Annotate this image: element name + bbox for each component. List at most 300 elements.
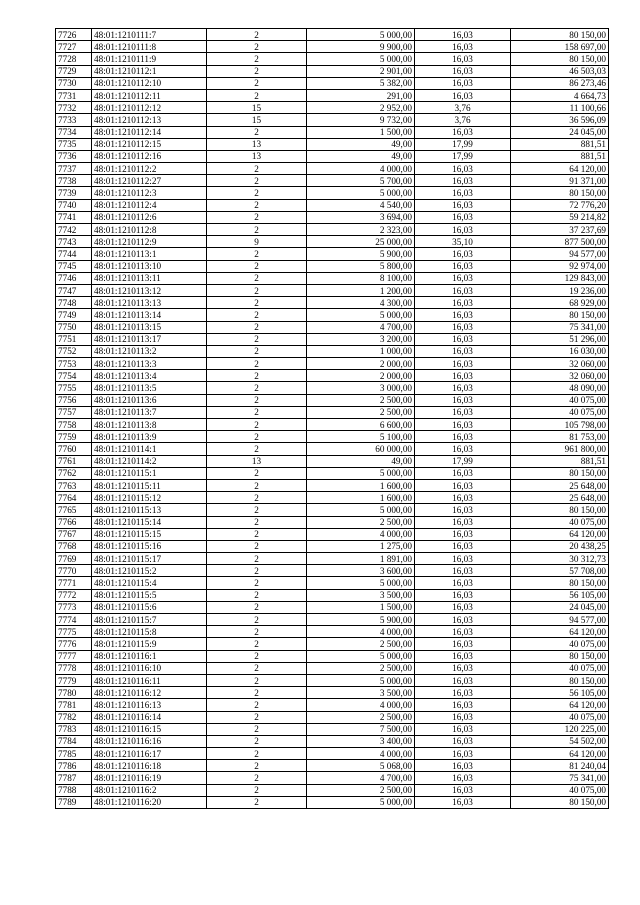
row-number: 7735 [56,138,92,150]
cadastral-number: 48:01:1210115:15 [92,528,207,540]
rate-value: 3,76 [415,114,511,126]
area-value: 5 900,00 [307,248,415,260]
area-value: 4 000,00 [307,528,415,540]
category-code: 2 [207,77,307,89]
area-value: 3 500,00 [307,589,415,601]
sum-value: 72 776,20 [511,199,609,211]
cadastral-number: 48:01:1210112:4 [92,199,207,211]
rate-value: 16,03 [415,126,511,138]
category-code: 13 [207,150,307,162]
table-row [56,748,609,760]
rate-value: 16,03 [415,479,511,491]
cadastral-number: 48:01:1210114:1 [92,443,207,455]
sum-value: 129 843,00 [511,272,609,284]
row-number: 7731 [56,89,92,101]
sum-value: 80 150,00 [511,577,609,589]
rate-value: 16,03 [415,272,511,284]
rate-value: 16,03 [415,358,511,370]
cadastral-number: 48:01:1210113:15 [92,321,207,333]
row-number: 7781 [56,699,92,711]
area-value: 49,00 [307,150,415,162]
area-value: 3 200,00 [307,333,415,345]
sum-value: 961 800,00 [511,443,609,455]
area-value: 5 000,00 [307,796,415,808]
area-value: 4 540,00 [307,199,415,211]
row-number: 7729 [56,65,92,77]
table-row [56,345,609,357]
cadastral-number: 48:01:1210115:1 [92,467,207,479]
rate-value: 16,03 [415,248,511,260]
table-row [56,53,609,65]
rate-value: 16,03 [415,382,511,394]
cadastral-number: 48:01:1210113:2 [92,345,207,357]
row-number: 7742 [56,224,92,236]
sum-value: 4 664,73 [511,89,609,101]
cadastral-number: 48:01:1210113:6 [92,394,207,406]
rate-value: 16,03 [415,735,511,747]
table-row [56,199,609,211]
cadastral-number: 48:01:1210115:9 [92,638,207,650]
category-code: 2 [207,41,307,53]
area-value: 5 382,00 [307,77,415,89]
rate-value: 16,03 [415,211,511,223]
sum-value: 64 120,00 [511,626,609,638]
row-number: 7726 [56,29,92,41]
area-value: 2 500,00 [307,406,415,418]
category-code: 2 [207,662,307,674]
rate-value: 16,03 [415,419,511,431]
category-code: 2 [207,772,307,784]
sum-value: 40 075,00 [511,711,609,723]
row-number: 7786 [56,760,92,772]
cadastral-number: 48:01:1210112:14 [92,126,207,138]
category-code: 15 [207,102,307,114]
sum-value: 80 150,00 [511,309,609,321]
category-code: 2 [207,211,307,223]
table-row [56,662,609,674]
row-number: 7749 [56,309,92,321]
table-row [56,138,609,150]
rate-value: 16,03 [415,577,511,589]
rate-value: 16,03 [415,650,511,662]
sum-value: 40 075,00 [511,394,609,406]
sum-value: 94 577,00 [511,248,609,260]
category-code: 2 [207,650,307,662]
cadastral-number: 48:01:1210115:17 [92,553,207,565]
sum-value: 75 341,00 [511,772,609,784]
sum-value: 105 798,00 [511,419,609,431]
cadastral-number: 48:01:1210116:13 [92,699,207,711]
sum-value: 80 150,00 [511,796,609,808]
category-code: 2 [207,443,307,455]
row-number: 7776 [56,638,92,650]
table-row [56,211,609,223]
table-row [56,784,609,796]
area-value: 4 000,00 [307,626,415,638]
rate-value: 16,03 [415,41,511,53]
rate-value: 16,03 [415,260,511,272]
category-code: 15 [207,114,307,126]
cadastral-number: 48:01:1210116:16 [92,735,207,747]
area-value: 4 300,00 [307,297,415,309]
category-code: 2 [207,248,307,260]
category-code: 2 [207,53,307,65]
rate-value: 16,03 [415,467,511,479]
rate-value: 16,03 [415,601,511,613]
cadastral-number: 48:01:1210112:11 [92,89,207,101]
rate-value: 16,03 [415,553,511,565]
sum-value: 30 312,73 [511,553,609,565]
area-value: 2 323,00 [307,224,415,236]
cadastral-number: 48:01:1210115:7 [92,614,207,626]
rate-value: 16,03 [415,504,511,516]
cadastral-number: 48:01:1210112:3 [92,187,207,199]
table-row [56,114,609,126]
row-number: 7750 [56,321,92,333]
category-code: 2 [207,297,307,309]
cadastral-number: 48:01:1210113:17 [92,333,207,345]
category-code: 2 [207,516,307,528]
row-number: 7767 [56,528,92,540]
row-number: 7728 [56,53,92,65]
row-number: 7765 [56,504,92,516]
table-row [56,711,609,723]
table-row [56,358,609,370]
sum-value: 56 105,00 [511,687,609,699]
table-row [56,260,609,272]
category-code: 2 [207,735,307,747]
table-row [56,65,609,77]
table-row [56,760,609,772]
cadastral-number: 48:01:1210113:13 [92,297,207,309]
area-value: 3 500,00 [307,687,415,699]
table-row [56,699,609,711]
category-code: 2 [207,175,307,187]
rate-value: 16,03 [415,711,511,723]
rate-value: 16,03 [415,443,511,455]
rate-value: 16,03 [415,614,511,626]
area-value: 8 100,00 [307,272,415,284]
cadastral-number: 48:01:1210113:7 [92,406,207,418]
cadastral-number: 48:01:1210115:5 [92,589,207,601]
category-code: 2 [207,333,307,345]
table-row [56,431,609,443]
category-code: 2 [207,504,307,516]
category-code: 2 [207,784,307,796]
row-number: 7755 [56,382,92,394]
sum-value: 40 075,00 [511,784,609,796]
area-value: 4 000,00 [307,699,415,711]
category-code: 2 [207,626,307,638]
sum-value: 86 273,46 [511,77,609,89]
category-code: 2 [207,358,307,370]
rate-value: 16,03 [415,748,511,760]
cadastral-number: 48:01:1210112:8 [92,224,207,236]
row-number: 7788 [56,784,92,796]
area-value: 5 000,00 [307,309,415,321]
cadastral-number: 48:01:1210113:8 [92,419,207,431]
area-value: 5 000,00 [307,504,415,516]
sum-value: 94 577,00 [511,614,609,626]
table-row [56,272,609,284]
rate-value: 16,03 [415,638,511,650]
row-number: 7751 [56,333,92,345]
row-number: 7768 [56,540,92,552]
row-number: 7746 [56,272,92,284]
area-value: 2 000,00 [307,370,415,382]
table-row [56,248,609,260]
table-row [56,443,609,455]
rate-value: 16,03 [415,309,511,321]
cadastral-number: 48:01:1210114:2 [92,455,207,467]
category-code: 2 [207,89,307,101]
table-row [56,638,609,650]
table-row [56,406,609,418]
sum-value: 40 075,00 [511,638,609,650]
area-value: 2 500,00 [307,638,415,650]
area-value: 5 068,00 [307,760,415,772]
sum-value: 80 150,00 [511,674,609,686]
sum-value: 40 075,00 [511,662,609,674]
sum-value: 48 090,00 [511,382,609,394]
cadastral-number: 48:01:1210116:12 [92,687,207,699]
cadastral-number: 48:01:1210115:14 [92,516,207,528]
rate-value: 16,03 [415,199,511,211]
rate-value: 16,03 [415,175,511,187]
area-value: 3 400,00 [307,735,415,747]
rate-value: 16,03 [415,699,511,711]
cadastral-number: 48:01:1210115:11 [92,479,207,491]
rate-value: 16,03 [415,345,511,357]
row-number: 7787 [56,772,92,784]
area-value: 2 500,00 [307,394,415,406]
area-value: 5 000,00 [307,650,415,662]
cadastral-number: 48:01:1210116:11 [92,674,207,686]
area-value: 9 900,00 [307,41,415,53]
rate-value: 16,03 [415,29,511,41]
rate-value: 16,03 [415,626,511,638]
rate-value: 16,03 [415,784,511,796]
sum-value: 80 150,00 [511,53,609,65]
cadastral-number: 48:01:1210115:13 [92,504,207,516]
category-code: 2 [207,224,307,236]
rate-value: 17,99 [415,138,511,150]
rate-value: 16,03 [415,674,511,686]
area-value: 1 600,00 [307,492,415,504]
row-number: 7778 [56,662,92,674]
sum-value: 51 296,00 [511,333,609,345]
row-number: 7758 [56,419,92,431]
rate-value: 16,03 [415,297,511,309]
sum-value: 32 060,00 [511,370,609,382]
category-code: 2 [207,370,307,382]
table-row [56,504,609,516]
row-number: 7743 [56,236,92,248]
sum-value: 75 341,00 [511,321,609,333]
area-value: 2 000,00 [307,358,415,370]
cadastral-number: 48:01:1210112:6 [92,211,207,223]
cadastral-number: 48:01:1210111:9 [92,53,207,65]
row-number: 7754 [56,370,92,382]
table-row [56,626,609,638]
sum-value: 81 240,04 [511,760,609,772]
cadastral-number: 48:01:1210115:6 [92,601,207,613]
table-row [56,163,609,175]
area-value: 25 000,00 [307,236,415,248]
table-row [56,126,609,138]
table-row [56,236,609,248]
category-code: 2 [207,65,307,77]
table-row [56,77,609,89]
rate-value: 16,03 [415,284,511,296]
row-number: 7763 [56,479,92,491]
row-number: 7756 [56,394,92,406]
row-number: 7744 [56,248,92,260]
table-row [56,467,609,479]
rate-value: 16,03 [415,224,511,236]
row-number: 7736 [56,150,92,162]
area-value: 3 000,00 [307,382,415,394]
sum-value: 92 974,00 [511,260,609,272]
category-code: 2 [207,614,307,626]
sum-value: 64 120,00 [511,748,609,760]
area-value: 1 500,00 [307,601,415,613]
category-code: 2 [207,479,307,491]
table-row [56,674,609,686]
table-row [56,687,609,699]
area-value: 2 952,00 [307,102,415,114]
area-value: 2 500,00 [307,516,415,528]
cadastral-number: 48:01:1210115:8 [92,626,207,638]
sum-value: 25 648,00 [511,492,609,504]
rate-value: 16,03 [415,528,511,540]
category-code: 2 [207,492,307,504]
cadastral-number: 48:01:1210115:16 [92,540,207,552]
row-number: 7771 [56,577,92,589]
cadastral-number: 48:01:1210113:9 [92,431,207,443]
row-number: 7732 [56,102,92,114]
sum-value: 46 503,03 [511,65,609,77]
rate-value: 16,03 [415,772,511,784]
rate-value: 16,03 [415,431,511,443]
cadastral-number: 48:01:1210116:20 [92,796,207,808]
rate-value: 17,99 [415,455,511,467]
area-value: 1 600,00 [307,479,415,491]
category-code: 2 [207,638,307,650]
category-code: 2 [207,199,307,211]
row-number: 7764 [56,492,92,504]
row-number: 7770 [56,565,92,577]
area-value: 5 000,00 [307,29,415,41]
table-row [56,735,609,747]
sum-value: 24 045,00 [511,601,609,613]
cadastral-number: 48:01:1210112:9 [92,236,207,248]
row-number: 7761 [56,455,92,467]
area-value: 5 700,00 [307,175,415,187]
table-row [56,419,609,431]
sum-value: 19 236,00 [511,284,609,296]
table-body [56,29,609,809]
table-row [56,492,609,504]
sum-value: 120 225,00 [511,723,609,735]
sum-value: 56 105,00 [511,589,609,601]
sum-value: 91 371,00 [511,175,609,187]
cadastral-number: 48:01:1210113:14 [92,309,207,321]
table-row [56,528,609,540]
row-number: 7773 [56,601,92,613]
rate-value: 16,03 [415,163,511,175]
sum-value: 24 045,00 [511,126,609,138]
category-code: 2 [207,601,307,613]
category-code: 2 [207,553,307,565]
area-value: 9 732,00 [307,114,415,126]
category-code: 2 [207,126,307,138]
table-row [56,772,609,784]
row-number: 7774 [56,614,92,626]
rate-value: 16,03 [415,565,511,577]
area-value: 2 500,00 [307,784,415,796]
table-row [56,796,609,808]
table-row [56,89,609,101]
category-code: 2 [207,577,307,589]
category-code: 2 [207,760,307,772]
category-code: 2 [207,394,307,406]
table-row [56,102,609,114]
rate-value: 16,03 [415,760,511,772]
row-number: 7739 [56,187,92,199]
area-value: 49,00 [307,138,415,150]
table-row [56,29,609,41]
area-value: 2 500,00 [307,662,415,674]
cadastral-number: 48:01:1210111:8 [92,41,207,53]
category-code: 2 [207,406,307,418]
cadastral-number: 48:01:1210116:10 [92,662,207,674]
rate-value: 16,03 [415,687,511,699]
table-row [56,516,609,528]
row-number: 7757 [56,406,92,418]
row-number: 7730 [56,77,92,89]
area-value: 6 600,00 [307,419,415,431]
row-number: 7780 [56,687,92,699]
area-value: 7 500,00 [307,723,415,735]
category-code: 13 [207,138,307,150]
rate-value: 16,03 [415,333,511,345]
cadastral-number: 48:01:1210112:1 [92,65,207,77]
category-code: 2 [207,796,307,808]
category-code: 2 [207,674,307,686]
rate-value: 16,03 [415,406,511,418]
rate-value: 16,03 [415,321,511,333]
sum-value: 81 753,00 [511,431,609,443]
table-row [56,187,609,199]
cadastral-number: 48:01:1210112:10 [92,77,207,89]
category-code: 2 [207,431,307,443]
area-value: 4 700,00 [307,321,415,333]
sum-value: 80 150,00 [511,650,609,662]
category-code: 2 [207,419,307,431]
sum-value: 36 596,09 [511,114,609,126]
area-value: 1 891,00 [307,553,415,565]
row-number: 7734 [56,126,92,138]
area-value: 4 000,00 [307,748,415,760]
category-code: 2 [207,382,307,394]
sum-value: 80 150,00 [511,504,609,516]
area-value: 3 600,00 [307,565,415,577]
cadastral-number: 48:01:1210113:12 [92,284,207,296]
category-code: 2 [207,284,307,296]
row-number: 7737 [56,163,92,175]
table-row [56,284,609,296]
